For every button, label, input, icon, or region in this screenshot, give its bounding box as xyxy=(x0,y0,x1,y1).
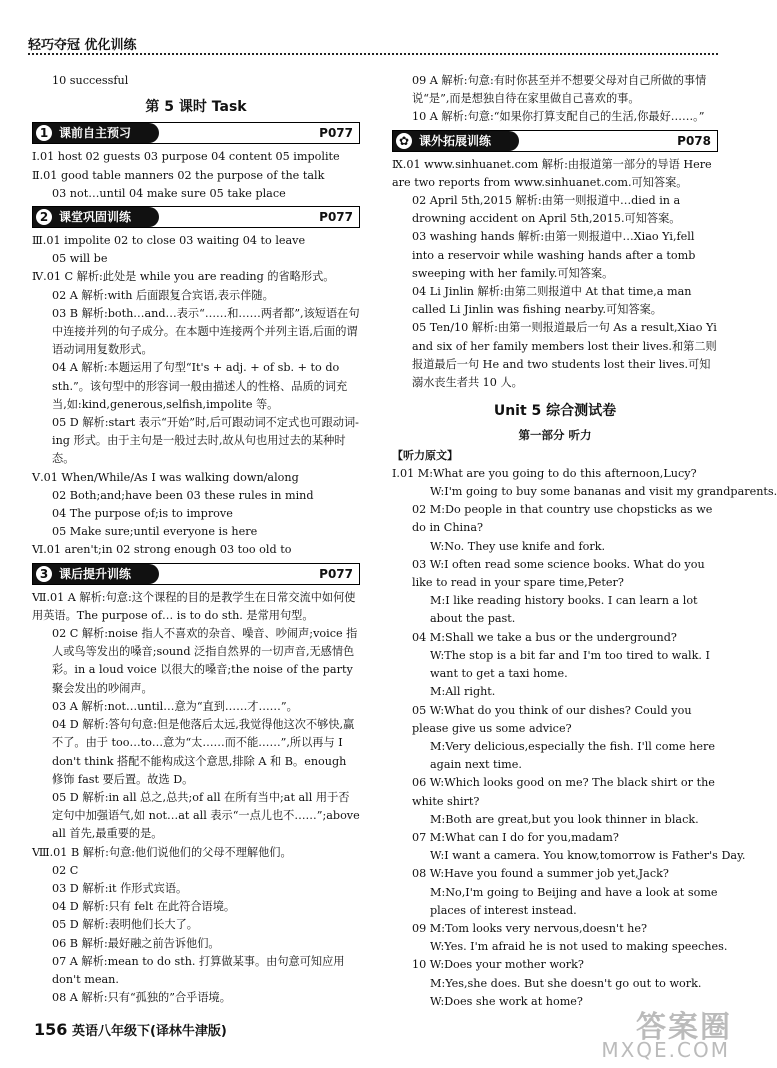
section-page: P077 xyxy=(319,210,353,225)
answer-line: 02 A 解析:with 后面跟复合宾语,表示伴随。 xyxy=(52,288,274,302)
transcript-tag: 【听力原文】 xyxy=(392,448,458,462)
section-badge xyxy=(33,564,159,584)
header-divider xyxy=(28,53,718,55)
dialog-line: M:All right. xyxy=(430,685,496,699)
answer-line: 05 Make sure;until everyone is here xyxy=(52,525,258,539)
section-badge xyxy=(33,207,159,227)
watermark-text: 答案圈 xyxy=(636,1010,732,1045)
answer-line: Ⅰ.01 host 02 guests 03 purpose 04 content 05 impolite xyxy=(32,150,340,164)
answer-block: 02 April 5th,2015 解析:由第一则报道中…died in a drowning accident on April 5th,2015.可知答案。 xyxy=(412,194,681,226)
dialog-line: 10 W:Does your mother work? xyxy=(412,958,584,972)
answer-line: 04 D 解析:只有 felt 在此符合语境。 xyxy=(52,900,236,914)
answer-line: 05 will be xyxy=(52,252,108,266)
dialog-line: W:Does she work at home? xyxy=(430,994,583,1008)
brand-logo: 轻巧夺冠 优化训练 xyxy=(28,38,137,53)
answer-block: 03 washing hands 解析:由第一则报道中…Xiao Yi,fell into a reservoir while washing hands after a tomb sweeping with her family.可知答案。 xyxy=(412,230,696,280)
answer-block: 05 D 解析:in all 总之,总共;of all 在所有当中;at all 用于否定句中加强语气,如 not…at all 表示“一点儿也不……”;above all 首先,最重要的是。 xyxy=(52,790,360,841)
section-title: 课后提升训练 xyxy=(59,566,132,581)
section-bar-extension xyxy=(392,130,718,152)
answer-block: 04 A 解析:本题运用了句型“It's + adj. + of sb. + to do sth.”。该句型中的形容词一般由描述人的性格、品质的词充当,如:kind,generous,selfish,impolite 等。 xyxy=(52,361,348,411)
answer-block: 10 A 解析:句意:“如果你打算支配自己的生活,你最好……。” xyxy=(412,110,705,124)
section-bar-classwork xyxy=(32,206,360,228)
lesson-title: 第 5 课时 Task xyxy=(145,99,247,116)
answer-line: 03 A 解析:not…until…意为“直到……才……”。 xyxy=(52,699,298,713)
section-page: P077 xyxy=(319,126,353,141)
dialog-line: 08 W:Have you found a summer job yet,Jack? xyxy=(412,867,669,881)
answer-line: Ⅷ.01 B 解析:句意:他们说他们的父母不理解他们。 xyxy=(32,845,292,859)
answer-line: Ⅴ.01 When/While/As I was walking down/along xyxy=(32,470,299,484)
unit-test-title: Unit 5 综合测试卷 xyxy=(493,403,617,420)
answer-line: 04 The purpose of;is to improve xyxy=(52,507,233,521)
watermark-url: MXQE.COM xyxy=(601,1038,730,1062)
section-bar-homework xyxy=(32,563,360,585)
page-header xyxy=(28,34,718,54)
section-bar-preview xyxy=(32,122,360,144)
page-footer xyxy=(34,1020,227,1039)
answer-line: 03 not…until 04 make sure 05 take place xyxy=(52,186,286,200)
section-number: 1 xyxy=(36,125,52,141)
answer-line: Ⅱ.01 good table manners 02 the purpose of the talk xyxy=(32,168,325,182)
right-column xyxy=(392,72,777,1011)
page-number: 156 xyxy=(34,1020,68,1039)
answer-line: 02 Both;and;have been 03 these rules in mind xyxy=(52,488,314,502)
answer-line: 08 A 解析:只有“孤独的”合乎语境。 xyxy=(52,991,231,1005)
dialog-line: 07 M:What can I do for you,madam? xyxy=(412,830,619,844)
answer-block: 04 Li Jinlin 解析:由第二则报道中 At that time,a man called Li Jinlin was fishing nearby.可知答案。 xyxy=(412,285,692,317)
dialog-line: W:Yes. I'm afraid he is not used to making speeches. xyxy=(430,940,728,954)
book-title: 英语八年级下(译林牛津版) xyxy=(71,1024,227,1039)
answer-block: Ⅸ.01 www.sinhuanet.com 解析:由报道第一部分的导语 Here are two reports from www.sinhuanet.com.可知答案。 xyxy=(392,157,712,189)
answer-block: 02 C 解析:noise 指人不喜欢的杂音、噪音、吵闹声;voice 指人或鸟等发出的嗓音;sound 泛指自然界的一切声音,无感情色彩。in a loud voice 以很大的嗓音;the noise of the party 聚会发出的吵闹声。 xyxy=(52,627,358,695)
answer-line: Ⅲ.01 impolite 02 to close 03 waiting 04 to leave xyxy=(32,234,306,248)
dialog-line: 06 W:Which looks good on me? The black shirt or the white shirt? xyxy=(412,776,715,808)
answer-line: Ⅳ.01 C 解析:此处是 while you are reading 的省略形式。 xyxy=(32,270,335,284)
dialog-line: W:I'm going to buy some bananas and visit my grandparents. xyxy=(430,485,777,499)
section-page: P077 xyxy=(319,566,353,581)
section-number: 2 xyxy=(36,209,52,225)
section-title: 课外拓展训练 xyxy=(419,133,492,148)
answer-block: 04 D 解析:答句句意:但是他落后太远,我觉得他这次不够快,赢不了。由于 too…to…意为“太……而不能……”,所以再与 I don't think 搭配不能构成这个意思,排除 A 和 B。enough 修饰 fast 要后置。故选 D。 xyxy=(52,718,355,786)
section-badge xyxy=(33,123,159,143)
answer-line: 02 C xyxy=(52,863,79,877)
answer-line: 05 D 解析:表明他们长大了。 xyxy=(52,918,198,932)
dialog-line: 05 W:What do you think of our dishes? Could you please give us some advice? xyxy=(412,703,692,735)
answer-block: Ⅶ.01 A 解析:句意:这个课程的目的是教学生在日常交流中如何使用英语。The purpose of… is to do sth. 是常用句型。 xyxy=(32,590,356,622)
dialog-line: 04 M:Shall we take a bus or the underground? xyxy=(412,630,677,644)
section-title: 课堂巩固训练 xyxy=(59,210,132,225)
answer-line: 03 D 解析:it 作形式宾语。 xyxy=(52,881,188,895)
answer-line: 06 B 解析:最好融之前告诉他们。 xyxy=(52,936,220,950)
dialog-line: W:No. They use knife and fork. xyxy=(430,539,606,553)
section-number: 3 xyxy=(36,566,52,582)
dialog-line: 03 W:I often read some science books. What do you like to read in your spare time,Peter? xyxy=(412,557,705,590)
answer-block: 03 B 解析:both…and…表示“……和……两者都”,该短语在句中连接并列的句子成分。在本题中连接两个并列主语,后面的谓语动词用复数形式。 xyxy=(52,306,360,357)
dialog-line: 09 M:Tom looks very nervous,doesn't he? xyxy=(412,921,647,935)
answer-block: 09 A 解析:句意:有时你甚至并不想要父母对自己所做的事情说“是”,而是想独自待在家里做自己喜欢的事。 xyxy=(412,74,707,106)
section-title: 课前自主预习 xyxy=(59,126,132,141)
dialog-line: M:Both are great,but you look thinner in black. xyxy=(430,812,699,826)
answer-line: 10 successful xyxy=(52,74,129,87)
dialog-line: M:No,I'm going to Beijing and have a look at some places of interest instead. xyxy=(430,885,718,917)
answer-block: 05 D 解析:start 表示“开始”时,后可跟动词不定式也可跟动词-ing 形式。由于主句是一般过去时,故从句也用过去的某种时态。 xyxy=(52,416,359,466)
section-number-icon: ✿ xyxy=(396,133,412,149)
dialog-line: W:The stop is a bit far and I'm too tired to walk. I want to get a taxi home. xyxy=(430,648,710,681)
section-page: P078 xyxy=(677,133,711,148)
answer-block: 05 Ten/10 解析:由第一则报道最后一句 As a result,Xiao Yi and six of her family members lost their lives.和第二则报道最后一句 He and two students lost their lives.可知溺水丧生者共 10 人。 xyxy=(412,321,717,390)
answer-block: 07 A 解析:mean to do sth. 打算做某事。由句意可知应用 don't mean. xyxy=(52,954,345,986)
left-column xyxy=(32,72,360,1007)
dialog-line: M:Very delicious,especially the fish. I'll come here again next time. xyxy=(430,739,716,772)
dialog-line: Ⅰ.01 M:What are you going to do this afternoon,Lucy? xyxy=(392,466,697,480)
watermark-logo xyxy=(542,1002,742,1062)
dialog-line: M:I like reading history books. I can learn a lot about the past. xyxy=(430,594,698,626)
dialog-line: M:Yes,she does. But she doesn't go out to work. xyxy=(430,976,702,990)
answer-line: Ⅵ.01 aren't;in 02 strong enough 03 too old to xyxy=(32,543,292,557)
part-title: 第一部分 听力 xyxy=(518,428,592,443)
section-badge xyxy=(393,131,519,151)
dialog-line: 02 M:Do people in that country use chopsticks as we do in China? xyxy=(412,503,713,535)
dialog-line: W:I want a camera. You know,tomorrow is Father's Day. xyxy=(430,849,746,863)
